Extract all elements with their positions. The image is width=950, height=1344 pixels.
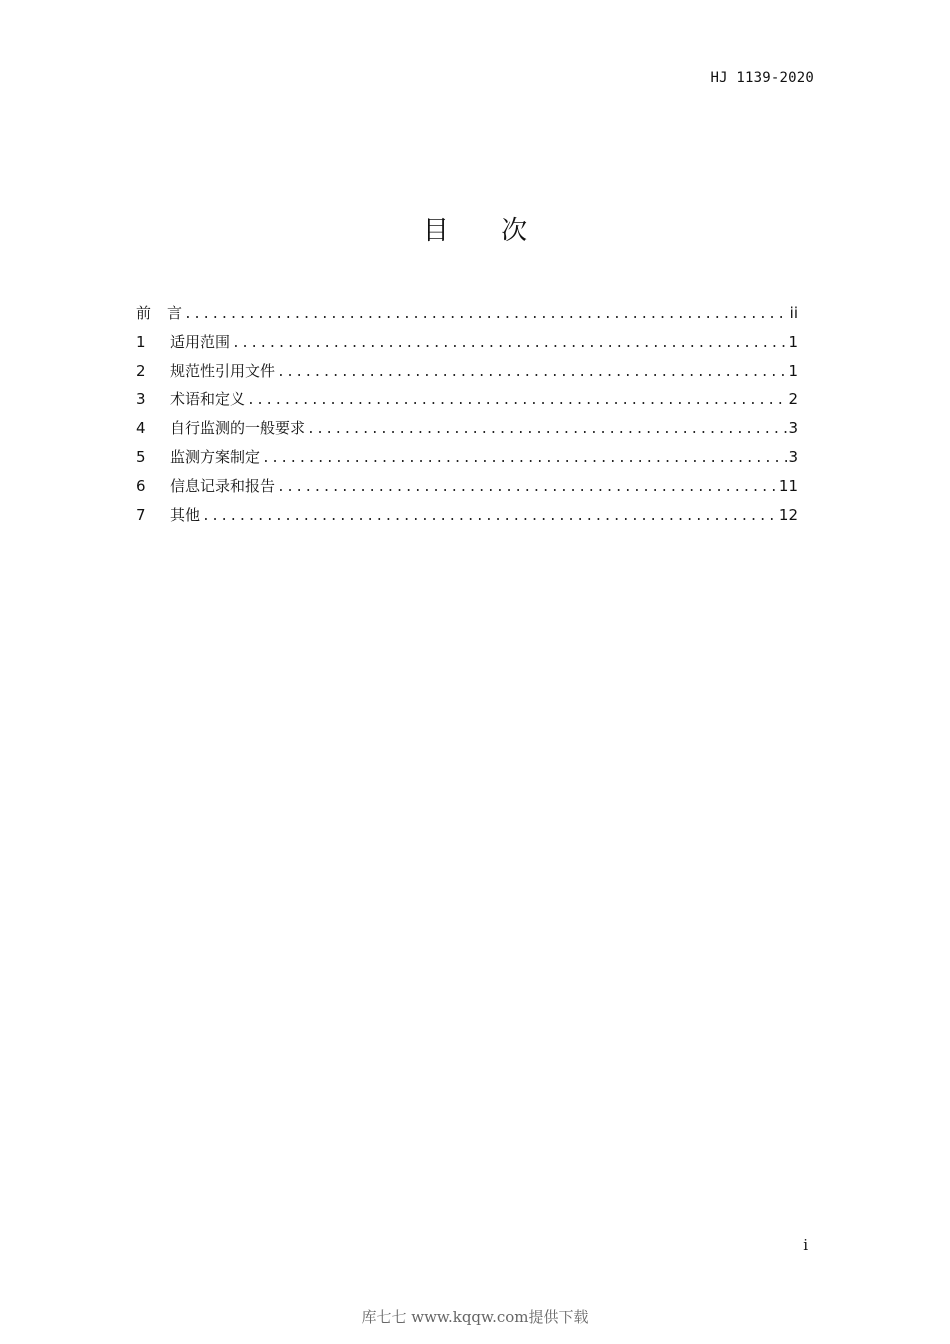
toc-leader-dots (275, 365, 788, 380)
toc-leader-dots (305, 422, 788, 437)
toc-entry-4[interactable] (136, 417, 798, 446)
toc-entry-label: 自行监测的一般要求 (170, 419, 306, 438)
toc-entry-number: 6 (136, 476, 146, 495)
toc-leader-dots (260, 451, 788, 466)
toc-leader-dots (275, 480, 779, 495)
toc-entry-7[interactable] (136, 504, 798, 533)
toc-entry-page: 12 (778, 505, 798, 524)
toc-entry-page: ii (789, 304, 798, 322)
toc-entry-page: 11 (778, 476, 798, 495)
toc-entry-foreword[interactable] (136, 302, 798, 331)
toc-entry-label: 信息记录和报告 (170, 476, 276, 495)
toc-entry-number: 1 (136, 332, 146, 351)
toc-entry-label: 前言 (136, 304, 199, 322)
toc-entry-2[interactable] (136, 360, 798, 389)
toc-entry-page: 3 (788, 447, 798, 466)
toc-entry-page: 1 (788, 361, 798, 380)
toc-entry-number: 7 (136, 505, 146, 524)
toc-entry-6[interactable] (136, 475, 798, 504)
toc-leader-dots (182, 307, 788, 322)
toc-entry-3[interactable] (136, 388, 798, 417)
toc-leader-dots (230, 336, 788, 351)
toc-entry-number: 5 (136, 447, 146, 466)
toc-leader-dots (200, 509, 779, 524)
toc-entry-number: 2 (136, 361, 146, 380)
standard-code: HJ 1139-2020 (710, 70, 814, 86)
toc-entry-page: 3 (788, 419, 798, 438)
toc-leader-dots (245, 393, 788, 408)
toc-title: 目 次 (422, 216, 550, 246)
toc-entry-label: 适用范围 (170, 332, 231, 351)
toc-entry-label: 其他 (170, 505, 201, 524)
footer-watermark: 库七七 www.kqqw.com提供下载 (361, 1308, 589, 1326)
toc-entry-5[interactable] (136, 446, 798, 475)
toc-entry-label: 规范性引用文件 (170, 361, 276, 380)
toc-entry-label: 监测方案制定 (170, 447, 261, 466)
toc-entry-page: 1 (788, 332, 798, 351)
toc-entry-1[interactable] (136, 331, 798, 360)
toc-entry-label: 术语和定义 (170, 390, 246, 409)
page-number: i (803, 1236, 808, 1254)
toc-entry-page: 2 (788, 390, 798, 409)
toc-entry-number: 3 (136, 390, 146, 409)
table-of-contents (136, 302, 798, 532)
toc-entry-number: 4 (136, 419, 146, 438)
